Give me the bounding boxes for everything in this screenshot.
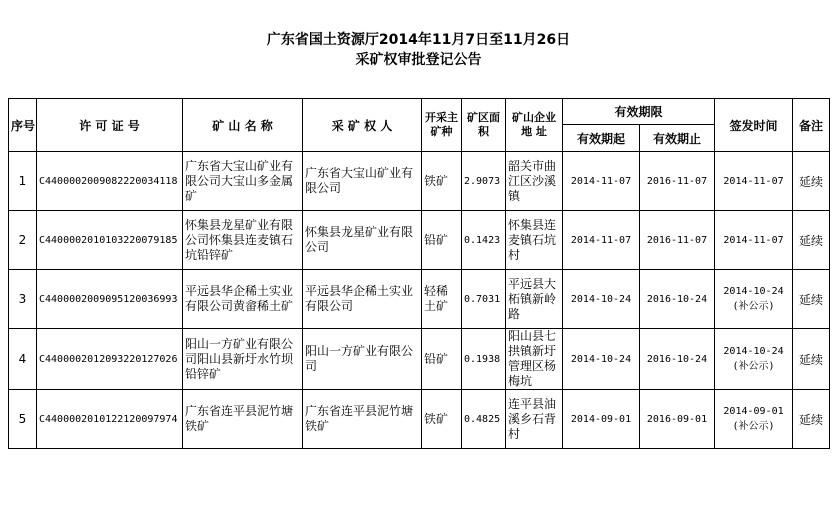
cell-license: C4400002009095120036993 — [37, 270, 183, 329]
cell-valid-to: 2016-10-24 — [640, 329, 715, 390]
cell-owner: 平远县华企稀土实业有限公司 — [303, 270, 422, 329]
header-mineral: 开采主矿种 — [422, 99, 462, 152]
cell-seq: 5 — [9, 390, 37, 449]
cell-owner: 广东省连平县泥竹塘铁矿 — [303, 390, 422, 449]
cell-seq: 1 — [9, 152, 37, 211]
cell-issue-date: 2014-11-07 — [715, 211, 793, 270]
table-row — [9, 211, 830, 270]
cell-address: 连平县油溪乡石背村 — [506, 390, 563, 449]
cell-remark: 延续 — [793, 270, 830, 329]
cell-valid-to: 2016-10-24 — [640, 270, 715, 329]
cell-issue-date: 2014-09-01 (补公示) — [715, 390, 793, 449]
cell-mineral: 铅矿 — [422, 211, 462, 270]
cell-owner: 怀集县龙星矿业有限公司 — [303, 211, 422, 270]
cell-mine-name: 广东省大宝山矿业有限公司大宝山多金属矿 — [183, 152, 303, 211]
cell-valid-to: 2016-11-07 — [640, 152, 715, 211]
header-address: 矿山企业地 址 — [506, 99, 563, 152]
cell-seq: 2 — [9, 211, 37, 270]
header-remark: 备注 — [793, 99, 830, 152]
cell-address: 韶关市曲江区沙溪镇 — [506, 152, 563, 211]
cell-valid-from: 2014-10-24 — [563, 270, 640, 329]
cell-remark: 延续 — [793, 211, 830, 270]
table-row — [9, 329, 830, 390]
cell-address: 平远县大柘镇新岭路 — [506, 270, 563, 329]
cell-area: 2.9073 — [462, 152, 506, 211]
table-row — [9, 152, 830, 211]
cell-mineral: 铁矿 — [422, 152, 462, 211]
cell-issue-date: 2014-10-24 (补公示) — [715, 329, 793, 390]
cell-remark: 延续 — [793, 329, 830, 390]
cell-address: 怀集县连麦镇石坑村 — [506, 211, 563, 270]
cell-area: 0.1938 — [462, 329, 506, 390]
cell-mine-name: 怀集县龙星矿业有限公司怀集县连麦镇石坑铅锌矿 — [183, 211, 303, 270]
cell-valid-from: 2014-09-01 — [563, 390, 640, 449]
cell-license: C4400002010103220079185 — [37, 211, 183, 270]
cell-license: C4400002009082220034118 — [37, 152, 183, 211]
cell-address: 阳山县七拱镇新圩管理区杨梅坑 — [506, 329, 563, 390]
cell-area: 0.1423 — [462, 211, 506, 270]
cell-mineral: 轻稀土矿 — [422, 270, 462, 329]
header-license: 许 可 证 号 — [37, 99, 183, 152]
license-table — [8, 98, 830, 449]
cell-issue-date: 2014-11-07 — [715, 152, 793, 211]
table-row — [9, 270, 830, 329]
notice-title-line2: 采矿权审批登记公告 — [355, 52, 482, 68]
cell-valid-to: 2016-09-01 — [640, 390, 715, 449]
cell-owner: 阳山一方矿业有限公司 — [303, 329, 422, 390]
cell-area: 0.7031 — [462, 270, 506, 329]
cell-owner: 广东省大宝山矿业有限公司 — [303, 152, 422, 211]
header-valid-from: 有效期起 — [563, 125, 640, 152]
header-mine-name: 矿 山 名 称 — [183, 99, 303, 152]
cell-license: C4400002010122120097974 — [37, 390, 183, 449]
cell-seq: 4 — [9, 329, 37, 390]
header-validity: 有效期限 — [563, 99, 715, 125]
table-row — [9, 390, 830, 449]
cell-mine-name: 平远县华企稀土实业有限公司黄畲稀土矿 — [183, 270, 303, 329]
cell-mineral: 铁矿 — [422, 390, 462, 449]
cell-mine-name: 广东省连平县泥竹塘铁矿 — [183, 390, 303, 449]
cell-seq: 3 — [9, 270, 37, 329]
cell-valid-from: 2014-11-07 — [563, 211, 640, 270]
header-area: 矿区面积 — [462, 99, 506, 152]
cell-mineral: 铅矿 — [422, 329, 462, 390]
header-valid-to: 有效期止 — [640, 125, 715, 152]
cell-mine-name: 阳山一方矿业有限公司阳山县新圩水竹坝铅锌矿 — [183, 329, 303, 390]
notice-title-line1: 广东省国土资源厅2014年11月7日至11月26日 — [266, 32, 571, 48]
cell-area: 0.4825 — [462, 390, 506, 449]
cell-valid-to: 2016-11-07 — [640, 211, 715, 270]
cell-remark: 延续 — [793, 390, 830, 449]
header-seq: 序号 — [9, 99, 37, 152]
cell-valid-from: 2014-10-24 — [563, 329, 640, 390]
header-issue-date: 签发时间 — [715, 99, 793, 152]
cell-valid-from: 2014-11-07 — [563, 152, 640, 211]
cell-remark: 延续 — [793, 152, 830, 211]
cell-license: C4400002012093220127026 — [37, 329, 183, 390]
header-owner: 采 矿 权 人 — [303, 99, 422, 152]
cell-issue-date: 2014-10-24 (补公示) — [715, 270, 793, 329]
